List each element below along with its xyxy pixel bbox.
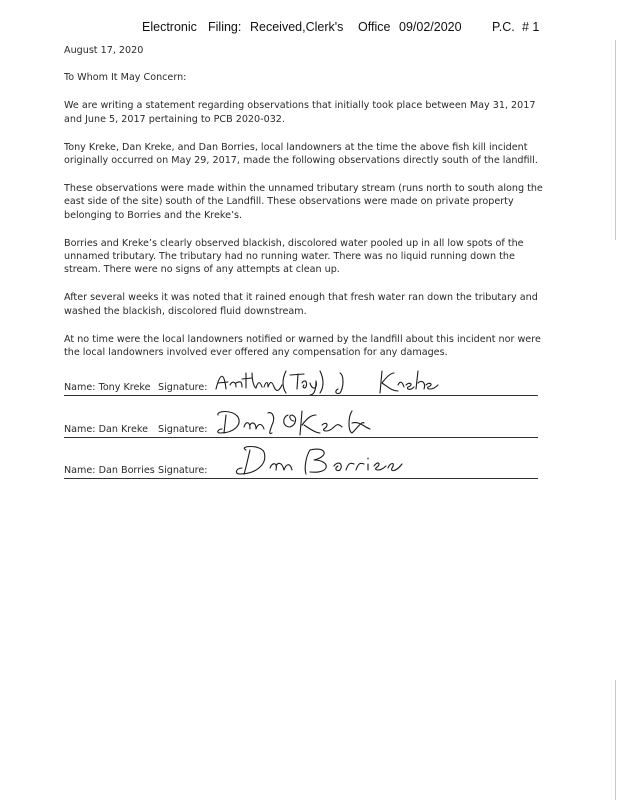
stamp-number: # 1 <box>522 20 540 34</box>
stamp-received: Received,Clerk's <box>250 20 344 34</box>
letter-salutation: To Whom It May Concern: <box>64 72 187 84</box>
paragraph: Tony Kreke, Dan Kreke, and Dan Borries, local landowners at the time the above fish kill incident originally occurred on May 29, 2017, made the following observations directly south of the landfill. <box>64 141 538 167</box>
scan-edge-line <box>615 680 616 800</box>
stamp-date: 09/02/2020 <box>399 20 462 34</box>
electronic-filing-stamp <box>0 20 618 40</box>
signature-label: Signature: <box>158 382 208 393</box>
paragraph: At no time were the local landowners notified or warned by the landfill about this incident nor were the local landowners involved ever offered any compensation for any damages. <box>64 333 541 359</box>
handwritten-signature-tony-kreke <box>212 367 452 397</box>
handwritten-signature-dan-borries <box>230 442 410 480</box>
stamp-office: Office <box>358 20 391 34</box>
stamp-pc: P.C. <box>492 20 515 34</box>
signer-name: Name: Tony Kreke <box>64 382 151 393</box>
paragraph: These observations were made within the unnamed tributary stream (runs north to south along the east side of the site) south of the Landfill. These observations were made on private property belonging to Borries and the Kreke’s. <box>64 183 543 221</box>
signature-label: Signature: <box>158 465 208 476</box>
signature-row-dan-kreke <box>64 411 538 438</box>
paragraph: Borries and Kreke’s clearly observed blackish, discolored water pooled up in all low spots of the unnamed tributary. The tributary had no running water. There was no liquid running down the stream. There were no signs of any attempts at clean up. <box>64 237 524 276</box>
signature-row-dan-borries <box>64 452 538 479</box>
letter-date: August 17, 2020 <box>64 45 144 56</box>
letter-body <box>64 44 544 359</box>
signer-name: Name: Dan Kreke <box>64 424 149 435</box>
paragraph: After several weeks it was noted that it rained enough that fresh water ran down the tributary and washed the blackish, discolored fluid downstream. <box>64 292 538 317</box>
signature-row-tony-kreke <box>64 369 538 396</box>
signature-label: Signature: <box>158 424 208 435</box>
paragraph: We are writing a statement regarding observations that initially took place between May 31, 2017 and June 5, 2017 pertaining to PCB 2020-032. <box>64 100 536 125</box>
handwritten-signature-dan-kreke <box>212 407 412 439</box>
stamp-filing: Filing: <box>208 20 242 34</box>
scan-edge-line <box>615 40 616 240</box>
stamp-electronic: Electronic <box>142 20 197 34</box>
signer-name: Name: Dan Borries <box>64 465 155 476</box>
